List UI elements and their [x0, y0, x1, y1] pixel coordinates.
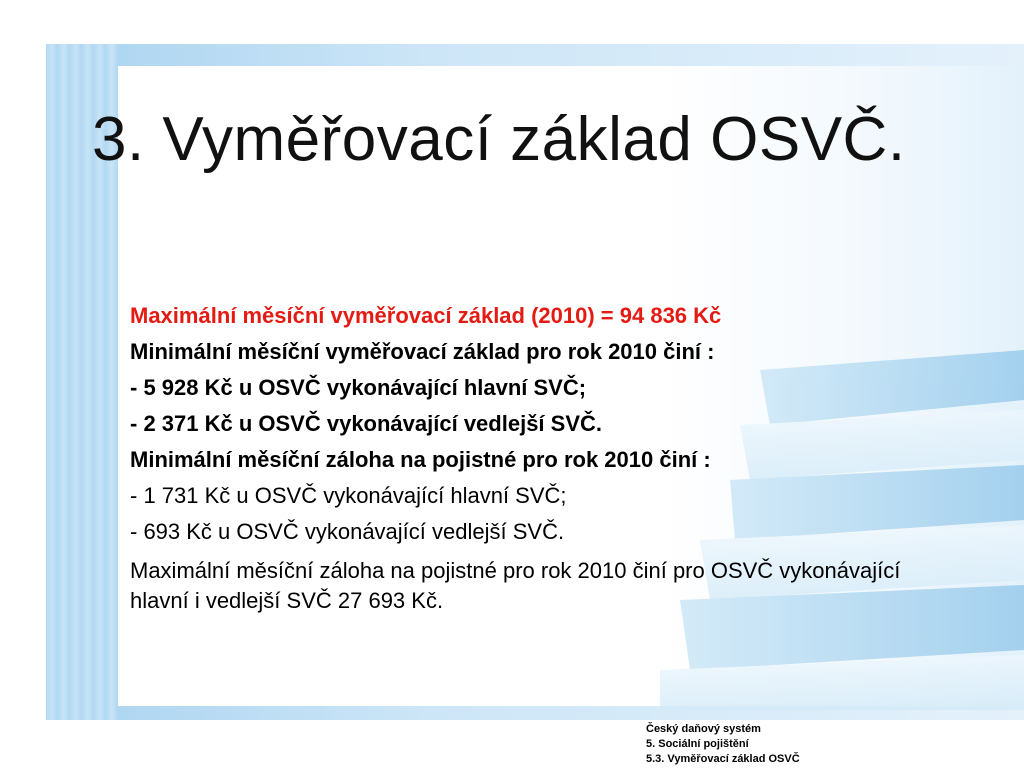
- min-advance-side-item: - 693 Kč u OSVČ vykonávající vedlejší SVČ.: [130, 519, 565, 544]
- slide-footer: [646, 722, 800, 767]
- footer-course: Český daňový systém: [646, 723, 761, 735]
- min-base-side-item: - 2 371 Kč u OSVČ vykonávající vedlejší SVČ.: [130, 411, 603, 436]
- min-base-heading: Minimální měsíční vyměřovací základ pro rok 2010 činí :: [130, 339, 715, 364]
- min-base-main-item: - 5 928 Kč u OSVČ vykonávající hlavní SVČ;: [130, 375, 587, 400]
- slide-body: [130, 298, 910, 616]
- slide-title: 3. Vyměřovací základ OSVČ.: [92, 105, 906, 174]
- max-advance-text: Maximální měsíční záloha na pojistné pro rok 2010 činí pro OSVČ vykonávající hlavní i vedlejší SVČ 27 693 Kč.: [130, 558, 901, 613]
- footer-section: 5.3. Vyměřovací základ OSVČ: [646, 753, 800, 765]
- min-advance-main-item: - 1 731 Kč u OSVČ vykonávající hlavní SVČ;: [130, 483, 567, 508]
- max-base-line: Maximální měsíční vyměřovací základ (2010) = 94 836 Kč: [130, 303, 722, 328]
- footer-chapter: 5. Sociální pojištění: [646, 738, 749, 750]
- min-advance-heading: Minimální měsíční záloha na pojistné pro rok 2010 činí :: [130, 447, 711, 472]
